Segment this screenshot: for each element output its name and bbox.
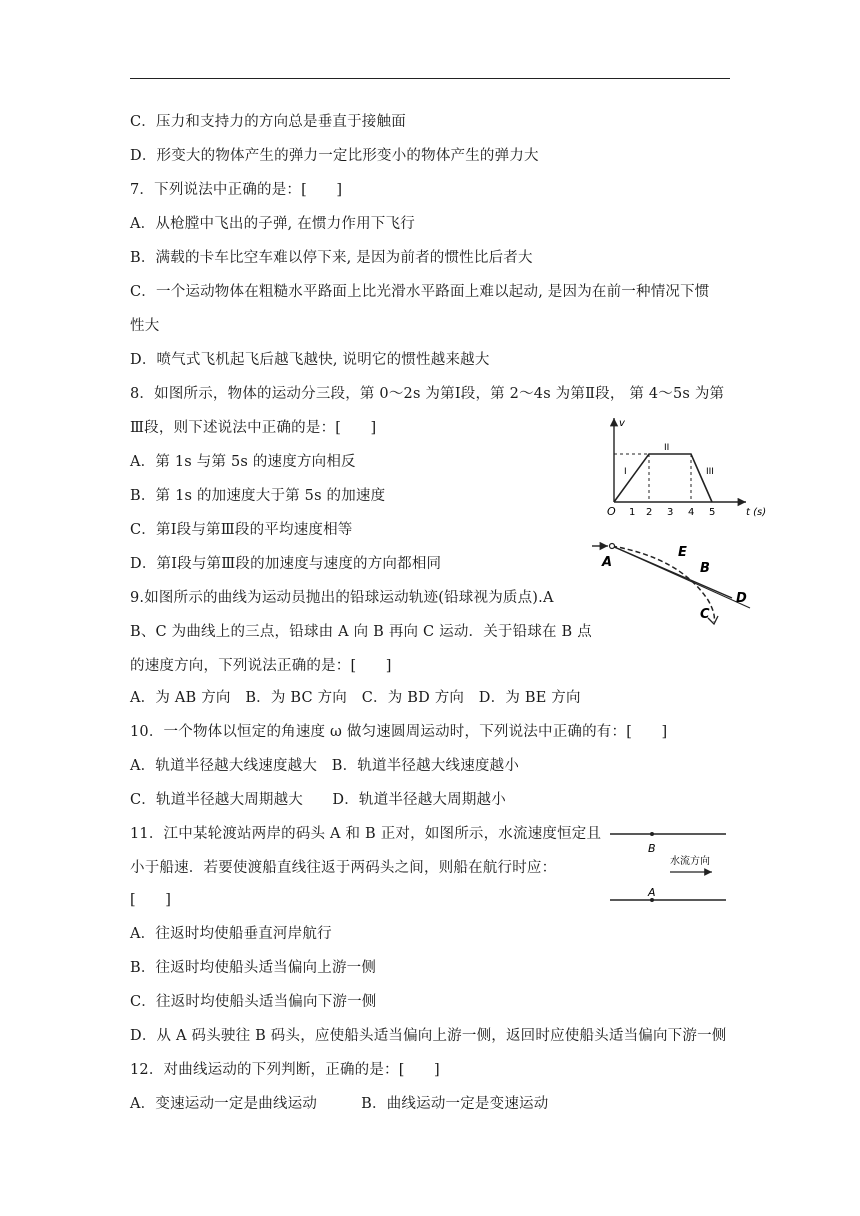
label-b: B [700,561,710,576]
question-11: 11．江中某轮渡站两岸的码头 A 和 B 正对，如图所示，水流速度恒定且 [130,826,602,842]
option-line: B．满载的卡车比空车难以停下来, 是因为前者的惯性比后者大 [130,250,533,266]
option-line: B．第 1s 的加速度大于第 5s 的加速度 [130,488,386,504]
label-a: A [602,555,613,570]
label-d: D [736,591,747,606]
text-line: 小于船速．若要使渡船直线往返于两码头之间，则船在航行时应： [130,860,557,876]
tick-label: 2 [646,507,653,518]
question-12: 12．对曲线运动的下列判断，正确的是：[ ] [130,1062,440,1078]
header-rule [130,78,730,79]
option-line: D．从 A 码头驶往 B 码头，应使船头适当偏向上游一侧，返回时应使船头适当偏向下游一侧 [130,1028,727,1044]
text-line: [ ] [130,892,172,908]
question-10: 10．一个物体以恒定的角速度 ω 做匀速圆周运动时，下列说法中正确的有：[ ] [130,724,668,740]
label-a: A [648,886,656,899]
velocity-curve [614,454,712,502]
origin-label: O [607,505,616,518]
text-line: B、C 为曲线上的三点，铅球由 A 向 B 再向 C 运动．关于铅球在 B 点 [130,624,592,640]
label-e: E [678,545,687,560]
segment-1-label: I [624,467,627,477]
segment-2-label: II [664,443,670,453]
label-c: C [700,607,710,622]
tick-label: 3 [667,507,674,518]
flow-label: 水流方向 [670,856,710,867]
vt-graph-figure [600,414,775,520]
option-line: A．变速运动一定是曲线运动 B．曲线运动一定是变速运动 [130,1096,549,1112]
option-line: D．喷气式飞机起飞后越飞越快, 说明它的惯性越来越大 [130,352,490,368]
tick-label: 5 [709,507,716,518]
river-figure [608,824,728,906]
trajectory-figure [590,536,760,628]
option-line: C．轨道半径越大周期越大 D．轨道半径越大周期越小 [130,792,506,808]
option-line: A．轨道半径越大线速度越大 B．轨道半径越大线速度越小 [130,758,520,774]
t-axis-label: t (s) [746,507,767,518]
option-line: D．第Ⅰ段与第Ⅲ段的加速度与速度的方向都相同 [130,556,442,572]
v-axis-label: v [619,418,625,429]
text-line: D．形变大的物体产生的弹力一定比形变小的物体产生的弹力大 [130,148,539,164]
option-line: A．第 1s 与第 5s 的速度方向相反 [130,454,356,470]
option-line: C．第Ⅰ段与第Ⅲ段的平均速度相等 [130,522,353,538]
option-line: C．一个运动物体在粗糙水平路面上比光滑水平路面上难以起动, 是因为在前一种情况下惯 [130,284,710,300]
option-line: A．从枪膛中飞出的子弹, 在惯力作用下飞行 [130,216,415,232]
question-7: 7．下列说法中正确的是：[ ] [130,182,343,198]
text-line: 性大 [130,318,160,334]
segment-3-label: III [706,467,714,477]
text-line: 的速度方向，下列说法正确的是：[ ] [130,658,392,674]
tick-label: 1 [629,507,636,518]
text-line: C．压力和支持力的方向总是垂直于接触面 [130,114,406,130]
tick-label: 4 [688,507,695,518]
dock-b [650,832,654,836]
option-line: C．往返时均使船头适当偏向下游一侧 [130,994,377,1010]
label-b: B [648,842,656,855]
option-line: A．为 AB 方向 B．为 BC 方向 C．为 BD 方向 D．为 BE 方向 [130,690,581,706]
point-a [610,544,615,549]
question-8: 8．如图所示，物体的运动分三段，第 0～2s 为第Ⅰ段，第 2～4s 为第Ⅱ段， 第 4～5s 为第 [130,386,725,402]
question-9: 9.如图所示的曲线为运动员抛出的铅球运动轨迹(铅球视为质点).A [130,590,554,606]
option-line: A．往返时均使船垂直河岸航行 [130,926,332,942]
option-line: B．往返时均使船头适当偏向上游一侧 [130,960,377,976]
text-line: Ⅲ段，则下述说法中正确的是：[ ] [130,420,377,436]
